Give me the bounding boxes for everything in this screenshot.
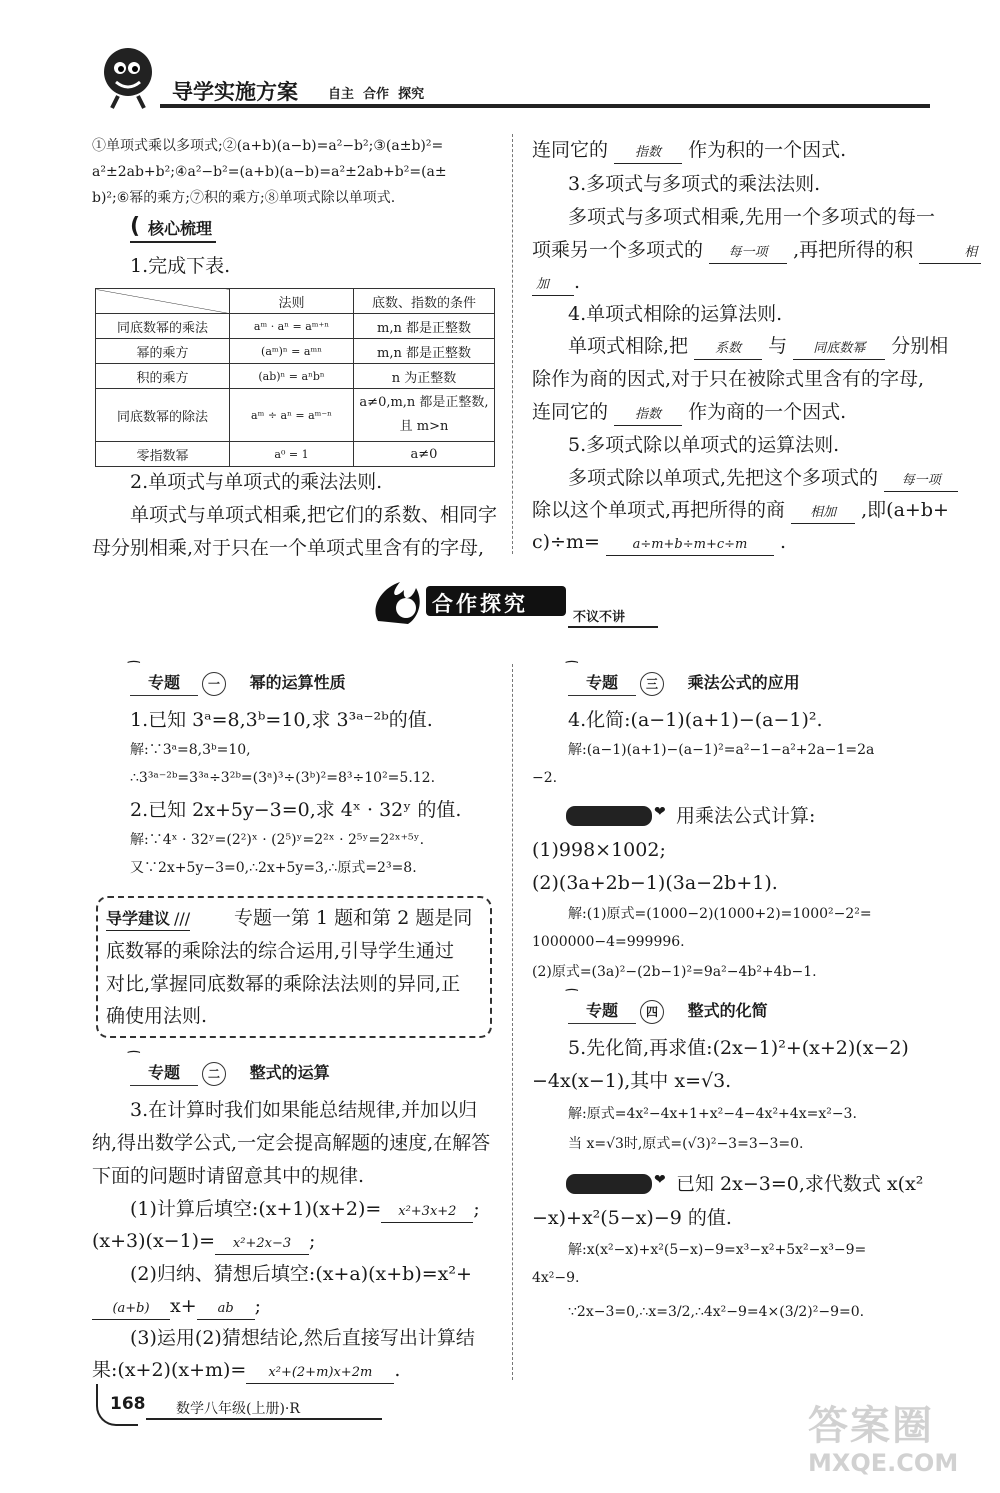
variant-badge	[566, 1174, 652, 1194]
banner-tag: 不议不讲	[573, 610, 626, 625]
page-number-swoosh	[96, 1384, 138, 1426]
answers-line-1: ①单项式乘以多项式;②(a+b)(a−b)=a²−b²;③(a±b)²=	[92, 138, 444, 154]
guidance-line-1: 专题一第 1 题和第 2 题是同	[234, 907, 473, 929]
banner-underline	[568, 626, 658, 628]
swirl-icon: ⁀	[128, 1052, 140, 1068]
item-5: 5.多项式除以单项式的运算法则.	[568, 434, 840, 456]
slash-icon: ///	[174, 909, 191, 928]
variant-2-solution-3: ∵2x−3=0,∴x=3/2,∴4x²−9=4×(3/2)²−9=0.	[568, 1304, 865, 1320]
item-4: 4.单项式相除的运算法则.	[568, 303, 783, 325]
q1-solution-2: ∴3³ᵃ⁻²ᵇ=3³ᵃ÷3²ᵇ=(3ᵃ)³÷(3ᵇ)²=8³÷10²=5.12.	[130, 770, 436, 786]
swirl-icon: ⁀	[566, 662, 578, 678]
watermark-logo	[808, 1394, 988, 1486]
item-2: 2.单项式与单项式的乘法法则.	[130, 471, 383, 493]
banner-title: 合作探究	[432, 592, 528, 616]
q3-line-1: 3.在计算时我们如果能总结规律,并加以归	[130, 1099, 478, 1121]
question-1: 1.已知 3ᵃ=8,3ᵇ=10,求 3³ᵃ⁻²ᵇ的值.	[130, 709, 433, 731]
item-4-line-1: 单项式相除,把 系数 与 同底数幂 分别相	[568, 330, 948, 363]
topic-number-badge: 三	[640, 672, 664, 696]
item-3-line-2: 项乘另一个多项式的 每一项 ,再把所得的积 相	[532, 234, 981, 267]
item-4-line-3: 连同它的 指数 作为商的一个因式.	[532, 396, 846, 429]
variant-badge	[566, 806, 652, 826]
answer-blank: 相	[919, 243, 981, 264]
header-subtitle: 自主 合作 探究	[328, 87, 425, 102]
answer-blank: x²+(2+m)x+2m	[246, 1363, 394, 1384]
answer-blank: 每一项	[884, 471, 958, 492]
swirl-icon: ⁀	[566, 990, 578, 1006]
table-cell: (aᵐ)ⁿ = aᵐⁿ	[230, 339, 354, 364]
q3-part-3: (3)运用(2)猜想结论,然后直接写出计算结	[130, 1327, 475, 1349]
topic-number-badge: 四	[640, 1000, 664, 1024]
table-cell: m,n 都是正整数	[354, 314, 495, 339]
watermark-line-2: MXQE.COM	[808, 1449, 959, 1477]
item-2-line-1: 单项式与单项式相乘,把它们的系数、相同字	[130, 504, 498, 526]
q5-line-2: −4x(x−1),其中 x=√3.	[532, 1070, 732, 1092]
table-cell: 零指数幂	[96, 442, 230, 467]
header-rule	[160, 104, 930, 108]
answer-blank: 相加	[791, 503, 855, 524]
column-divider	[512, 134, 513, 554]
topic-number-badge: 二	[202, 1062, 226, 1086]
item-3: 3.多项式与多项式的乘法法则.	[568, 173, 821, 195]
q3-line-2: 纳,得出数学公式,一定会提高解题的速度,在解答	[92, 1132, 491, 1154]
guidance-box	[96, 896, 492, 1038]
table-cell: 幂的乘方	[96, 339, 230, 364]
table-row	[96, 389, 495, 442]
q5-solution-1: 解:原式=4x²−4x+1+x²−4−4x²+4x=x²−3.	[568, 1106, 857, 1122]
q4-solution-2: −2.	[532, 770, 558, 786]
bracket-icon: (	[130, 214, 141, 239]
item-1: 1.完成下表.	[130, 255, 231, 277]
table-cell: aᵐ · aⁿ = aᵐ⁺ⁿ	[230, 314, 354, 339]
item-5-line-2: 除以这个单项式,再把所得的商 相加 ,即(a+b+	[532, 494, 949, 527]
footer-rule	[146, 1418, 382, 1420]
column-divider	[512, 664, 513, 1380]
variant-1-solution-3: (2)原式=(3a)²−(2b−1)²=9a²−4b²+4b−1.	[532, 964, 817, 980]
answer-blank: 指数	[614, 405, 682, 426]
item-3-line-3: 加 .	[532, 266, 580, 299]
topic-4-heading: ⁀ 专题 四 整式的化简	[568, 998, 768, 1024]
table-cell: n 为正整数	[354, 364, 495, 389]
q3-part-1b: (x+3)(x−1)= x²+2x−3 ;	[92, 1225, 315, 1258]
table-cell: 积的乘方	[96, 364, 230, 389]
section-banner	[368, 576, 668, 630]
answer-blank: 指数	[614, 143, 682, 164]
item-2-line-2: 母分别相乘,对于只在一个单项式里含有的字母,	[92, 537, 485, 559]
rules-table	[95, 288, 495, 467]
variant-2-line-1: 已知 2x−3=0,求代数式 x(x²	[676, 1173, 924, 1195]
table-cell: (ab)ⁿ = aⁿbⁿ	[230, 364, 354, 389]
table-cell: a≠0,m,n 都是正整数,且 m>n	[354, 389, 495, 442]
q3-part-2b: (a+b) x+ ab ;	[92, 1290, 261, 1323]
answer-blank: ab	[197, 1299, 255, 1320]
variant-2-solution-1: 解:x(x²−x)+x²(5−x)−9=x³−x²+5x²−x³−9=	[568, 1242, 867, 1258]
topic-number-badge: 一	[202, 672, 226, 696]
q3-line-3: 下面的问题时请留意其中的规律.	[92, 1165, 365, 1187]
answer-blank: 加	[532, 275, 574, 296]
swirl-icon: ⁀	[128, 662, 140, 678]
question-4: 4.化简:(a−1)(a+1)−(a−1)².	[568, 709, 823, 731]
table-cell: aᵐ ÷ aⁿ = aᵐ⁻ⁿ	[230, 389, 354, 442]
item-5-line-3: c)÷m= a÷m+b÷m+c÷m .	[532, 526, 786, 559]
section-heading: ( 核心梳理	[130, 216, 216, 243]
answer-blank: a÷m+b÷m+c÷m	[606, 535, 774, 556]
heart-icon: ❤	[654, 1172, 666, 1188]
answer-blank: 同底数幂	[793, 339, 885, 360]
table-header-cell	[96, 289, 230, 314]
table-row	[96, 314, 495, 339]
table-cell: m,n 都是正整数	[354, 339, 495, 364]
mascot-icon	[98, 42, 160, 112]
q3-part-1: (1)计算后填空:(x+1)(x+2)= x²+3x+2 ;	[130, 1193, 480, 1226]
topic-2-heading: ⁀ 专题 二 整式的运算	[130, 1060, 330, 1086]
answers-line-2: a²±2ab+b²;④a²−b²=(a+b)(a−b)=a²±2ab+b²=(a±	[92, 164, 447, 180]
variant-2-solution-2: 4x²−9.	[532, 1270, 580, 1286]
table-cell: 同底数幂的除法	[96, 389, 230, 442]
answer-blank: 系数	[694, 339, 762, 360]
answers-line-3: b)²;⑥幂的乘方;⑦积的乘方;⑧单项式除以单项式.	[92, 190, 396, 206]
variant-1-solution-1: 解:(1)原式=(1000−2)(1000+2)=1000²−2²=	[568, 906, 872, 922]
q5-line-1: 5.先化简,再求值:(2x−1)²+(x+2)(x−2)	[568, 1037, 909, 1059]
q5-solution-2: 当 x=√3时,原式=(√3)²−3=3−3=0.	[568, 1136, 804, 1152]
topic-3-heading: ⁀ 专题 三 乘法公式的应用	[568, 670, 800, 696]
q2-solution-1: 解:∵4ˣ · 32ʸ=(2²)ˣ · (2⁵)ʸ=2²ˣ · 2⁵ʸ=2²ˣ⁺⁵ʸ.	[130, 832, 425, 848]
guidance-label: 导学建议 ///	[106, 906, 190, 931]
variant-1-a: (1)998×1002;	[532, 839, 666, 861]
table-header-row	[96, 289, 495, 314]
guidance-line-2: 底数幂的乘除法的综合运用,引导学生通过	[106, 940, 455, 962]
header-title: 导学实施方案	[172, 80, 298, 104]
topic-1-heading: ⁀ 专题 一 幂的运算性质	[130, 670, 346, 696]
variant-2-line-2: −x)+x²(5−x)−9 的值.	[532, 1207, 732, 1229]
variant-1-b: (2)(3a+2b−1)(3a−2b+1).	[532, 872, 778, 894]
table-header-cell: 底数、指数的条件	[354, 289, 495, 314]
page-number: 168	[110, 1394, 146, 1414]
q1-solution-1: 解:∵3ᵃ=8,3ᵇ=10,	[130, 742, 251, 758]
table-row	[96, 442, 495, 467]
q4-solution-1: 解:(a−1)(a+1)−(a−1)²=a²−1−a²+2a−1=2a	[568, 742, 875, 758]
answer-blank: 每一项	[709, 243, 787, 264]
variant-1-solution-2: 1000000−4=999996.	[532, 934, 685, 950]
variant-1-title: 用乘法公式计算:	[676, 805, 816, 827]
right-line-1: 连同它的 指数 作为积的一个因式.	[532, 134, 846, 167]
q3-part-2: (2)归纳、猜想后填空:(x+a)(x+b)=x²+	[130, 1263, 472, 1285]
heart-icon: ❤	[654, 804, 666, 820]
table-row	[96, 364, 495, 389]
q2-solution-2: 又∵2x+5y−3=0,∴2x+5y=3,∴原式=2³=8.	[130, 860, 417, 876]
q3-part-3b: 果:(x+2)(x+m)= x²+(2+m)x+2m .	[92, 1354, 400, 1387]
guidance-line-4: 确使用法则.	[106, 1005, 208, 1027]
watermark-line-1: 答案圈	[808, 1403, 934, 1449]
table-cell: 同底数幂的乘法	[96, 314, 230, 339]
item-5-line-1: 多项式除以单项式,先把这个多项式的 每一项	[568, 462, 958, 495]
question-2: 2.已知 2x+5y−3=0,求 4ˣ · 32ʸ 的值.	[130, 799, 462, 821]
table-cell: a⁰ = 1	[230, 442, 354, 467]
answer-blank: (a+b)	[92, 1299, 170, 1320]
answer-blank: x²+3x+2	[381, 1202, 473, 1223]
item-3-line-1: 多项式与多项式相乘,先用一个多项式的每一	[568, 206, 936, 228]
item-4-line-2: 除作为商的因式,对于只在被除式里含有的字母,	[532, 368, 925, 390]
answer-blank: x²+2x−3	[215, 1234, 309, 1255]
table-header-cell: 法则	[230, 289, 354, 314]
guidance-line-3: 对比,掌握同底数幂的乘除法法则的异同,正	[106, 973, 461, 995]
table-row	[96, 339, 495, 364]
book-title: 数学八年级(上册)·R	[176, 1401, 300, 1417]
table-cell: a≠0	[354, 442, 495, 467]
